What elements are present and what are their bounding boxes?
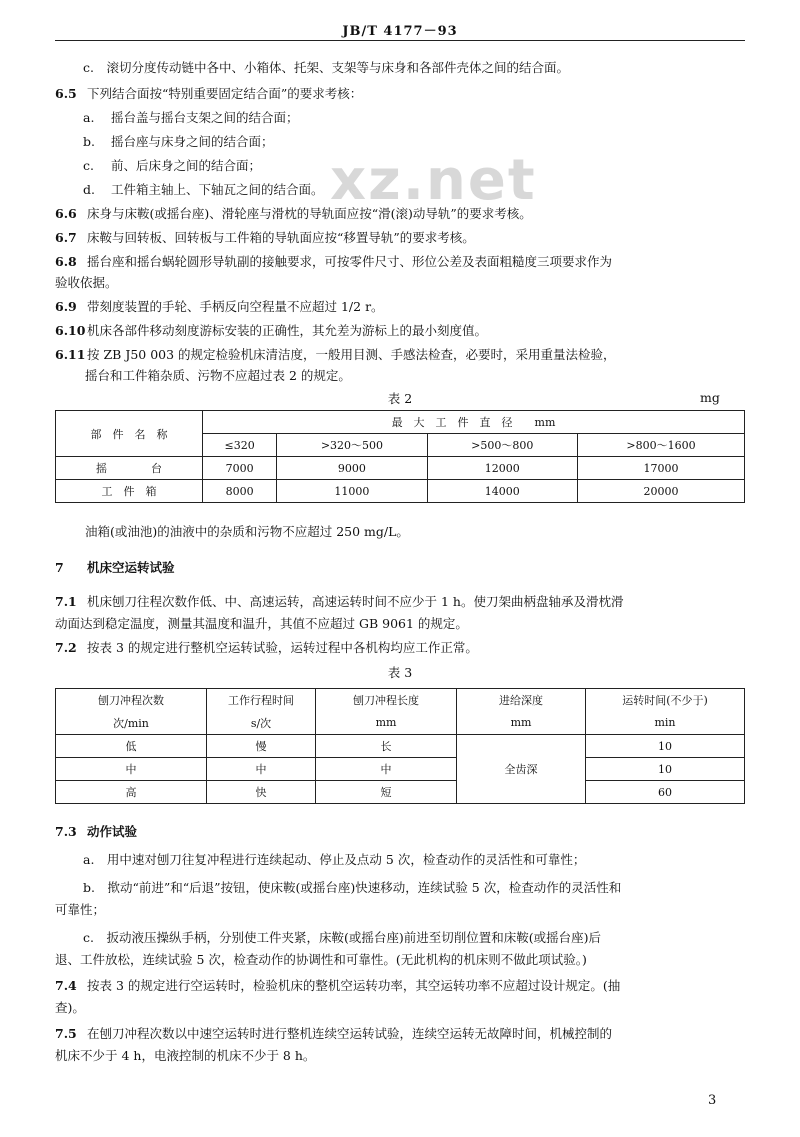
section-number: 6.11: [55, 347, 86, 362]
text-line: 查)。: [55, 1000, 85, 1015]
item-text: 摇台盖与摇台支架之间的结合面；: [111, 110, 299, 125]
table-cell: 短: [316, 781, 457, 804]
table-cell: 摇 台: [56, 457, 203, 480]
section-text: 带刻度装置的手轮、手柄反向空程量不应超过 1/2 r。: [87, 299, 384, 314]
table-header: s/次: [207, 712, 316, 735]
section-6-8: [55, 252, 745, 272]
table-row: [56, 781, 745, 804]
table-cell: 17000: [577, 457, 744, 480]
table-header: 运转时间(不少于): [586, 689, 745, 712]
section-7-4: [55, 976, 745, 996]
section-text: 摇台座和摇台蜗轮圆形导轨副的接触要求，可按零件尺寸、形位公差及表面粗糙度三项要求作为: [87, 254, 613, 269]
section-text: 按表 3 的规定进行空运转时，检验机床的整机空运转功率，其空运转功率不应超过设计规定。(抽: [87, 978, 621, 993]
table-header: 刨刀冲程次数: [56, 689, 207, 712]
list-item: [55, 156, 745, 176]
text-line: 动面达到稳定温度，测量其温度和温升，其值不应超过 GB 9061 的规定。: [55, 616, 468, 631]
table-row: [56, 758, 745, 781]
list-item: [55, 180, 745, 200]
section-7-3: [55, 822, 745, 842]
section-number: 6.9: [55, 299, 77, 314]
list-item: [55, 108, 745, 128]
item-letter: b.: [83, 134, 95, 149]
table-cell: 中: [56, 758, 207, 781]
table-cell: 10: [586, 758, 745, 781]
table-header: 工作行程时间: [207, 689, 316, 712]
section-text: 床身与床鞍(或摇台座)、滑轮座与滑枕的导轨面应按“滑(滚)动导轨”的要求考核。: [87, 206, 532, 221]
header-rule: [55, 40, 745, 41]
table-2: [55, 410, 745, 503]
section-6-11: [55, 345, 745, 365]
section-number: 7.5: [55, 1026, 77, 1041]
list-item: c. 扳动液压操纵手柄，分别使工件夹紧，床鞍(或摇台座)前进至切削位置和床鞍(或摇台座)后: [83, 930, 601, 945]
section-text: 按表 3 的规定进行整机空运转试验，运转过程中各机构均应工作正常。: [87, 640, 478, 655]
table-cell: 全齿深: [457, 735, 586, 804]
table-header: ≤320: [203, 434, 277, 457]
section-number: 6.5: [55, 86, 77, 101]
item-text: 工件箱主轴上、下轴瓦之间的结合面。: [111, 182, 324, 197]
section-title: 动作试验: [87, 824, 138, 839]
table-cell: 8000: [203, 480, 277, 503]
table-cell: 高: [56, 781, 207, 804]
table-header: >320～500: [277, 434, 427, 457]
table-cell: 低: [56, 735, 207, 758]
section-number: 6.8: [55, 254, 77, 269]
table-cell: 12000: [427, 457, 577, 480]
table-cell: 中: [207, 758, 316, 781]
page-header: JB/T 4177－93: [342, 24, 458, 39]
table-cell: 长: [316, 735, 457, 758]
text-line: c. 滚切分度传动链中各中、小箱体、托架、支架等与床身和各部件壳体之间的结合面。: [83, 60, 569, 75]
section-number: 7.2: [55, 640, 77, 655]
watermark: xz.net: [330, 148, 537, 213]
table-header: 刨刀冲程长度: [316, 689, 457, 712]
table-row: [56, 735, 745, 758]
table-header: mm: [457, 712, 586, 735]
text-line: 可靠性；: [55, 902, 106, 917]
section-7-title: [55, 558, 745, 578]
table-header: >500～800: [427, 434, 577, 457]
text-line: 机床不少于 4 h，电液控制的机床不少于 8 h。: [55, 1048, 316, 1063]
section-text: 机床各部件移动刻度游标安装的正确性，其允差为游标上的最小刻度值。: [87, 323, 488, 338]
table-header: 部 件 名 称: [56, 411, 203, 457]
table-2-unit: mg: [700, 390, 720, 405]
section-text: 机床刨刀往程次数作低、中、高速运转，高速运转时间不应少于 1 h。使刀架曲柄盘轴承及滑枕滑: [87, 594, 624, 609]
section-number: 6.7: [55, 230, 77, 245]
table-2-caption: 表 2: [387, 391, 413, 406]
list-item: a. 用中速对刨刀往复冲程进行连续起动、停止及点动 5 次，检查动作的灵活性和可靠性；: [83, 852, 586, 867]
table-cell: 慢: [207, 735, 316, 758]
section-title: 机床空运转试验: [87, 560, 175, 575]
item-text: 前、后床身之间的结合面；: [111, 158, 262, 173]
table-cell: 14000: [427, 480, 577, 503]
item-letter: c.: [83, 158, 94, 173]
section-text: 床鞍与回转板、回转板与工件箱的导轨面应按“移置导轨”的要求考核。: [87, 230, 475, 245]
section-7-5: [55, 1024, 745, 1044]
table-cell: 11000: [277, 480, 427, 503]
section-number: 6.6: [55, 206, 77, 221]
item-text: 摇台座与床身之间的结合面；: [111, 134, 274, 149]
table-header: 最 大 工 件 直 径 mm: [203, 411, 745, 434]
item-letter: a.: [83, 110, 95, 125]
table-header: min: [586, 712, 745, 735]
section-6-10: [55, 321, 745, 341]
table-row: [56, 480, 745, 503]
section-6-9: [55, 297, 745, 317]
table-header: >800～1600: [577, 434, 744, 457]
text-line: 验收依据。: [55, 275, 118, 290]
section-number: 6.10: [55, 323, 86, 338]
table-cell: 10: [586, 735, 745, 758]
section-6-6: [55, 204, 745, 224]
section-7-2: [55, 638, 745, 658]
text-line: 退、工件放松，连续试验 5 次，检查动作的协调性和可靠性。(无此机构的机床则不做此项试验。): [55, 952, 587, 967]
section-text: 下列结合面按“特别重要固定结合面”的要求考核：: [87, 86, 363, 101]
text-line: 摇台和工件箱杂质、污物不应超过表 2 的规定。: [85, 368, 351, 383]
table-cell: 20000: [577, 480, 744, 503]
page-number: 3: [708, 1093, 717, 1108]
section-7-1: [55, 592, 745, 612]
item-letter: d.: [83, 182, 95, 197]
table-3-caption: 表 3: [387, 665, 413, 680]
table-row: [56, 457, 745, 480]
table-cell: 7000: [203, 457, 277, 480]
list-item: b. 揿动“前进”和“后退”按钮，使床鞍(或摇台座)快速移动，连续试验 5 次，检查动作的灵活性和: [83, 880, 622, 895]
section-6-7: [55, 228, 745, 248]
table-cell: 中: [316, 758, 457, 781]
section-text: 在刨刀冲程次数以中速空运转时进行整机连续空运转试验，连续空运转无故障时间，机械控制的: [87, 1026, 613, 1041]
table-3: [55, 688, 745, 804]
table-cell: 快: [207, 781, 316, 804]
table-header: 次/min: [56, 712, 207, 735]
table-header: 进给深度: [457, 689, 586, 712]
section-text: 按 ZB J50 003 的规定检验机床清洁度，一般用目测、手感法检查，必要时，采用重量法检验，: [87, 347, 616, 362]
list-item: [55, 132, 745, 152]
section-number: 7.3: [55, 824, 77, 839]
table-cell: 60: [586, 781, 745, 804]
section-6-5: [55, 84, 745, 104]
table-cell: 工 件 箱: [56, 480, 203, 503]
table-header: mm: [316, 712, 457, 735]
section-number: 7.4: [55, 978, 77, 993]
section-number: 7.1: [55, 594, 77, 609]
section-number: 7: [55, 560, 64, 575]
text-line: 油箱(或油池)的油液中的杂质和污物不应超过 250 mg/L。: [85, 524, 409, 539]
table-cell: 9000: [277, 457, 427, 480]
